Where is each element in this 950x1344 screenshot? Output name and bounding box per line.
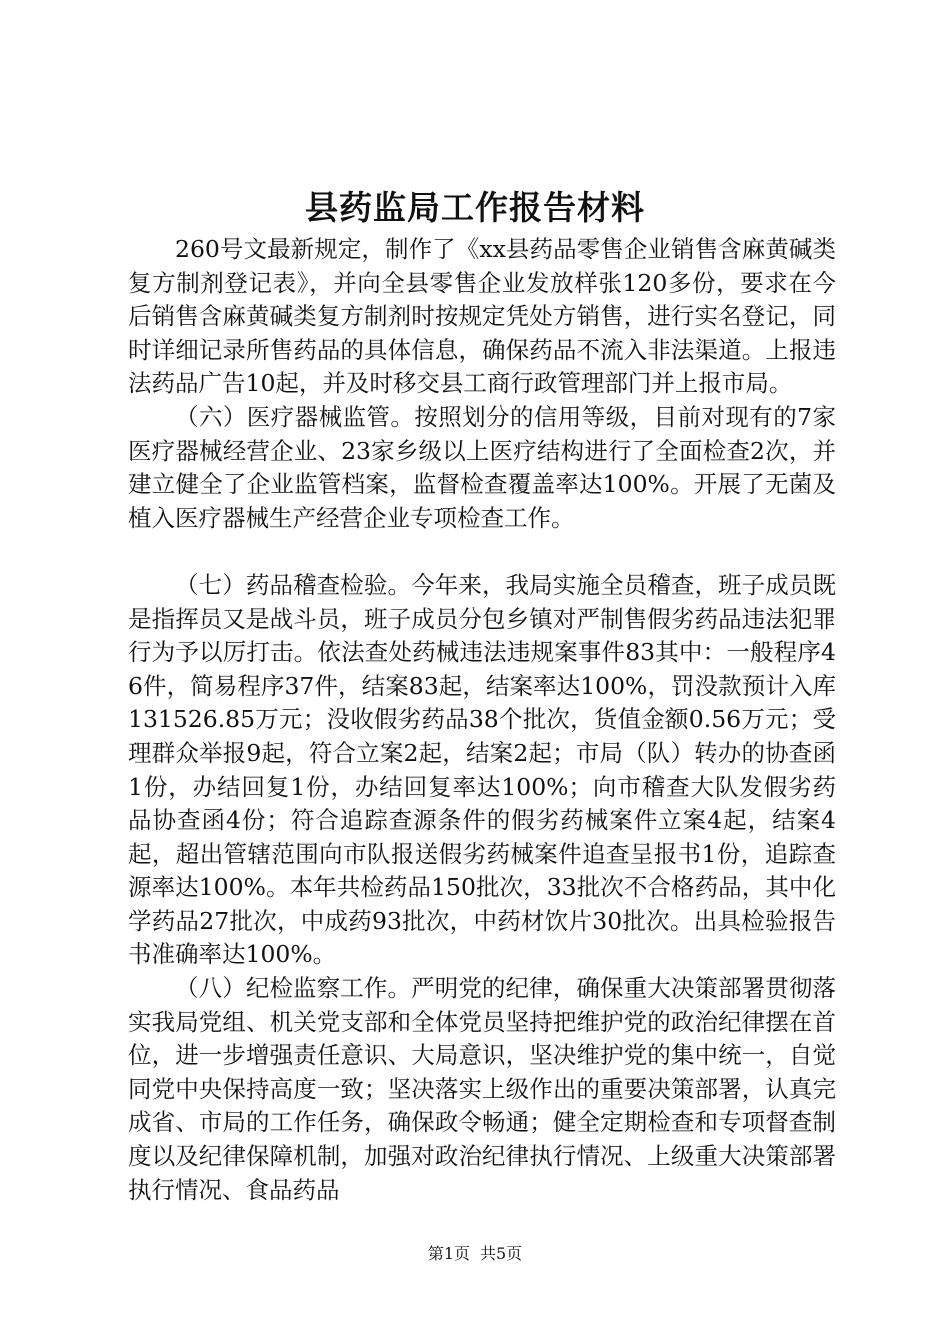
page-total: 共5页 [480, 1244, 523, 1263]
paragraph-drug-registration: 260号文最新规定，制作了《xx县药品零售企业销售含麻黄碱类复方制剂登记表》，并向全县零售企业发放样张120多份，要求在今后销售含麻黄碱类复方制剂时按规定凭处方销售，进行实名登记，同时详细记录所售药品的具体信息，确保药品不流入非法渠道。上报违法药品广告10起，并及时移交县工商行政管理部门并上报市局。 [128, 235, 836, 398]
paragraph-drug-inspection: （七）药品稽查检验。今年来，我局实施全员稽查，班子成员既是指挥员又是战斗员，班子成员分包乡镇对严制售假劣药品违法犯罪行为予以厉打击。依法查处药械违法违规案事件83其中：一般程序46件，简易程序37件，结案83起，结案率达100%，罚没款预计入库131526.85万元；没收假劣药品38个批次，货值金额0.56万元；受理群众举报9起，符合立案2起，结案2起；市局（队）转办的协查函1份，办结回复1份，办结回复率达100%；向市稽查大队发假劣药品协查函4份；符合追踪查源条件的假劣药械案件立案4起，结案4起，超出管辖范围向市队报送假劣药械案件追查呈报书1份，追踪查源率达100%。本年共检药品150批次，33批次不合格药品，其中化学药品27批次，中成药93批次，中药材饮片30批次。出具检验报告书准确率达100%。 [128, 570, 836, 969]
paragraph-discipline-supervision: （八）纪检监察工作。严明党的纪律，确保重大决策部署贯彻落实我局党组、机关党支部和全体党员坚持把维护党的政治纪律摆在首位，进一步增强责任意识、大局意识，坚决维护党的集中统一，自觉同党中央保持高度一致；坚决落实上级作出的重要决策部署，认真完成省、市局的工作任务，确保政令畅通；健全定期检查和专项督查制度以及纪律保障机制，加强对政治纪律执行情况、上级重大决策部署执行情况、食品药品 [128, 974, 836, 1204]
document-title: 县药监局工作报告材料 [305, 188, 645, 227]
document-body [128, 233, 836, 1207]
page-number: 第1页 [427, 1244, 470, 1263]
page-footer [0, 1243, 950, 1265]
paragraph-medical-devices: （六）医疗器械监管。按照划分的信用等级，目前对现有的7家医疗器械经营企业、23家乡级以上医疗结构进行了全面检查2次，并建立健全了企业监管档案，监督检查覆盖率达100%。开展了无菌及植入医疗器械生产经营企业专项检查工作。 [128, 402, 836, 532]
